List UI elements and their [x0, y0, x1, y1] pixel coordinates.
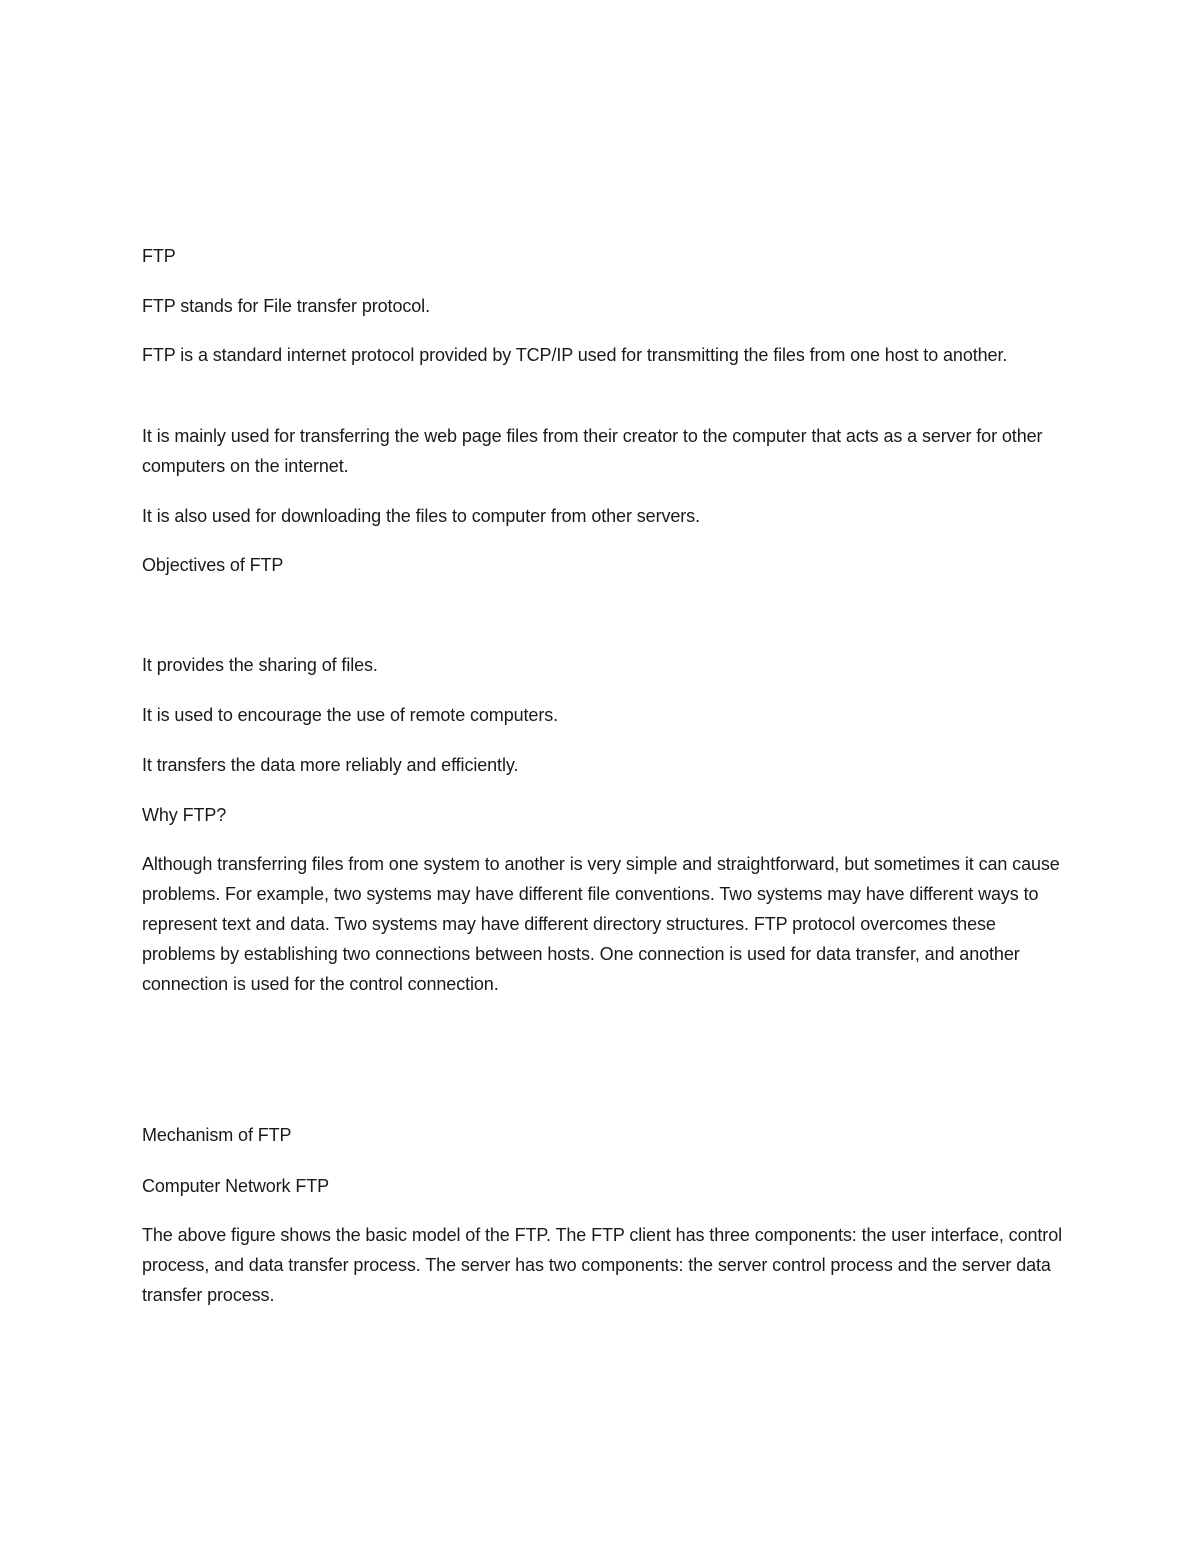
paragraph-also-used: It is also used for downloading the files to computer from other servers. — [142, 506, 700, 526]
heading-ftp: FTP — [142, 246, 176, 266]
paragraph-mainly-used: It is mainly used for transferring the web page files from their creator to the computer that acts as a server for other computers on the internet. — [142, 426, 1043, 476]
heading-objectives: Objectives of FTP — [142, 555, 284, 575]
paragraph-transfers: It transfers the data more reliably and efficiently. — [142, 755, 519, 775]
heading-why-ftp: Why FTP? — [142, 805, 227, 825]
paragraph-above-figure: The above figure shows the basic model of the FTP. The FTP client has three components: the user interface, control process, and data transfer process. The server has two components: the server control process and the server data transfer process. — [142, 1225, 1063, 1305]
paragraph-standard-protocol: FTP is a standard internet protocol provided by TCP/IP used for transmitting the files from one host to another. — [142, 345, 1008, 365]
figure-caption: Computer Network FTP — [142, 1176, 330, 1196]
heading-mechanism: Mechanism of FTP — [142, 1125, 292, 1145]
paragraph-although: Although transferring files from one system to another is very simple and straightforward, but sometimes it can cause problems. For example, two systems may have different file conventions. Two systems may have different ways to represent text and data. Two systems may have different directory structures. FTP protocol overcomes these problems by establishing two connections between hosts. One connection is used for data transfer, and another connection is used for the control connection. — [142, 854, 1060, 994]
paragraph-encourage: It is used to encourage the use of remote computers. — [142, 705, 559, 725]
paragraph-stands-for: FTP stands for File transfer protocol. — [142, 296, 430, 316]
paragraph-sharing: It provides the sharing of files. — [142, 655, 378, 675]
